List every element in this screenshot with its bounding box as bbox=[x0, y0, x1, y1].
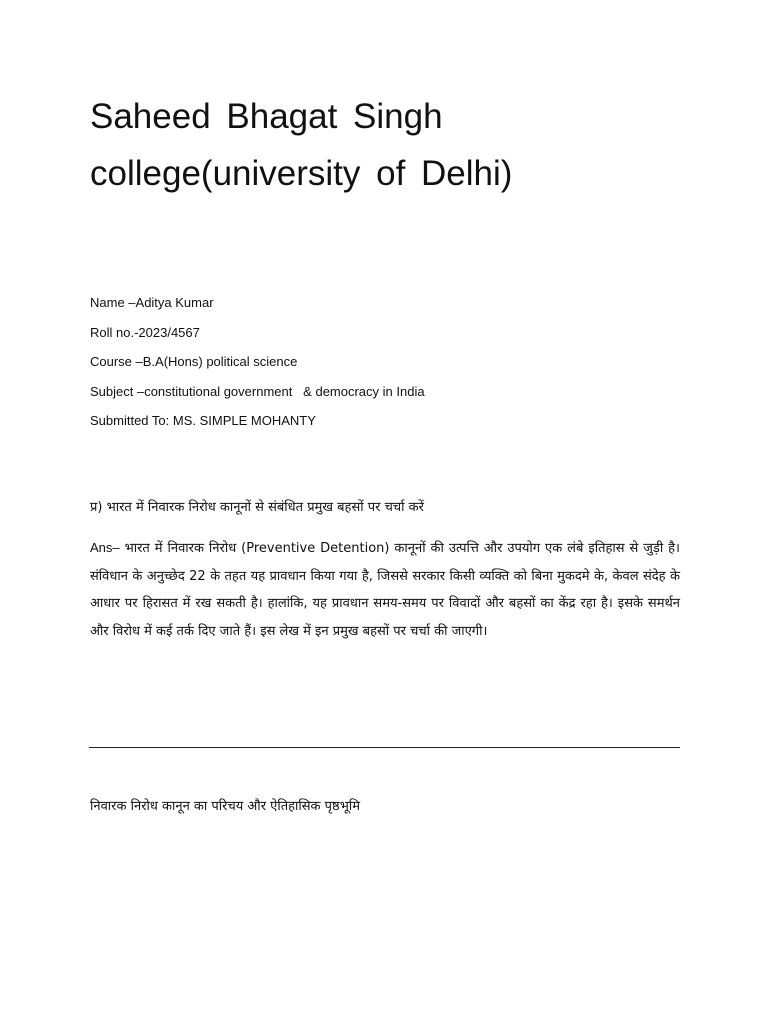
subject-name: Subject –constitutional government & democracy in India bbox=[90, 383, 425, 399]
course-name: Course –B.A(Hons) political science bbox=[90, 354, 298, 369]
answer-prefix: Ans– bbox=[90, 540, 120, 555]
submitted-to: Submitted To: MS. SIMPLE MOHANTY bbox=[90, 413, 316, 428]
college-title-line-2: college(university of Delhi) bbox=[90, 154, 513, 193]
student-details bbox=[90, 288, 425, 436]
answer-paragraph bbox=[90, 534, 680, 645]
college-title bbox=[90, 88, 690, 202]
student-name: Name –Aditya Kumar bbox=[90, 295, 214, 310]
college-title-line-1: Saheed Bhagat Singh bbox=[90, 97, 443, 136]
roll-number: Roll no.-2023/4567 bbox=[90, 324, 200, 340]
question-text: प्र) भारत में निवारक निरोध कानूनों से संबंधित प्रमुख बहसों पर चर्चा करें bbox=[90, 500, 424, 515]
horizontal-divider bbox=[89, 747, 680, 748]
section-heading: निवारक निरोध कानून का परिचय और ऐतिहासिक पृष्ठभूमि bbox=[90, 799, 360, 814]
answer-text: भारत में निवारक निरोध (Preventive Detention) कानूनों की उत्पत्ति और उपयोग एक लंबे इतिहास से जुड़ी है। संविधान के अनुच्छेद 22 के तहत यह प्रावधान किया गया है, जिससे सरकार किसी व्यक्ति को बिना मुकदमे के, केवल संदेह के आधार पर हिरासत में रख सकती है। हालांकि, यह प्रावधान समय-समय पर विवादों और बहसों का केंद्र रहा है। इसके समर्थन और विरोध में कई तर्क दिए जाते हैं। इस लेख में इन प्रमुख बहसों पर चर्चा की जाएगी। bbox=[90, 541, 680, 639]
